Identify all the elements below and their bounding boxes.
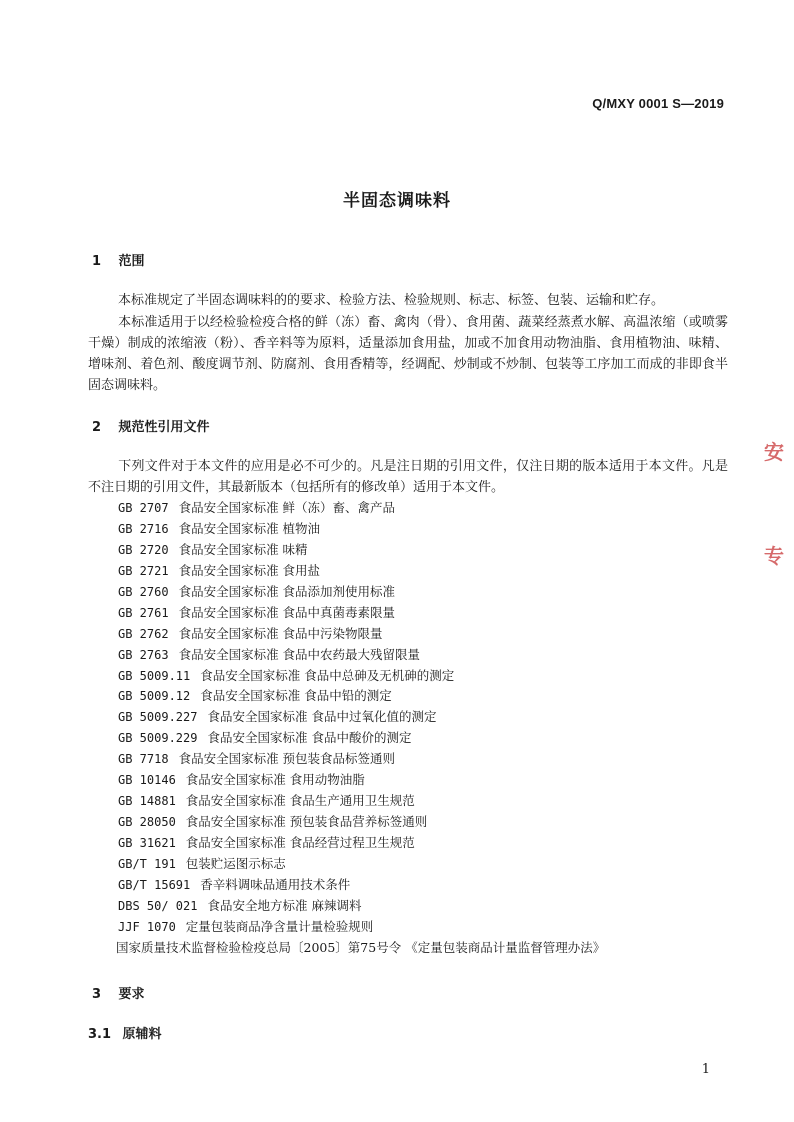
reference-name: 食品安全国家标准 食用盐 (178, 562, 321, 578)
reference-code: GB 28050 (118, 815, 176, 830)
reference-item (118, 666, 718, 687)
reference-name: 食品安全国家标准 食品经营过程卫生规范 (185, 835, 415, 850)
section-number: 3 (92, 987, 102, 1002)
reference-item (118, 582, 718, 603)
reference-code: GB 2721 (118, 563, 169, 578)
reference-name: 食品安全国家标准 食品添加剂使用标准 (178, 583, 396, 599)
reference-item (118, 875, 718, 896)
reference-name: 食品安全国家标准 食品中农药最大残留限量 (178, 646, 421, 662)
reference-code: GB 5009.227 (118, 710, 198, 725)
reference-code: GB 5009.11 (118, 668, 191, 683)
document-code: Q/MXY 0001 S—2019 (592, 96, 724, 111)
reference-code: DBS 50/ 021 (118, 898, 198, 913)
reference-name: 香辛料调味品通用技术条件 (200, 876, 351, 892)
reference-item (118, 812, 718, 833)
reference-code: GB 2760 (118, 584, 169, 599)
section-number: 2 (92, 420, 102, 435)
section-2-heading (92, 416, 210, 435)
reference-item (118, 645, 718, 666)
reference-code: GB 31621 (118, 836, 176, 850)
reference-code: GB 2716 (118, 521, 169, 536)
section-title: 规范性引用文件 (118, 420, 210, 435)
reference-item (118, 624, 718, 645)
page-number: 1 (701, 1062, 710, 1077)
reference-code: GB/T 191 (118, 856, 176, 871)
reference-item (118, 707, 718, 728)
section-title: 范围 (118, 254, 145, 269)
reference-name: 包装贮运图示标志 (185, 855, 286, 871)
reference-item (118, 854, 718, 875)
reference-name: 食品安全国家标准 食品中污染物限量 (178, 625, 383, 641)
reference-item (118, 561, 718, 582)
reference-name: 食品安全国家标准 食品中过氧化值的测定 (207, 709, 437, 725)
reference-name: 食品安全国家标准 食品生产通用卫生规范 (185, 793, 415, 809)
reference-name: 食品安全国家标准 食品中酸价的测定 (207, 730, 412, 746)
reference-code: GB 5009.229 (118, 731, 198, 746)
section-title: 要求 (118, 987, 145, 1002)
seal-char: 安 (764, 440, 784, 464)
reference-item (118, 728, 718, 749)
reference-name: 食品安全国家标准 食品中真菌毒素限量 (178, 604, 396, 620)
reference-list (118, 498, 718, 959)
reference-name: 食品安全国家标准 预包装食品标签通则 (178, 751, 396, 767)
reference-item (118, 498, 718, 519)
reference-code: GB/T 15691 (118, 877, 191, 892)
section-1-heading (92, 250, 145, 269)
reference-code: GB 7718 (118, 752, 169, 767)
reference-name: 食品安全国家标准 预包装食品营养标签通则 (185, 814, 428, 830)
reference-item (118, 519, 718, 540)
reference-item (118, 833, 718, 854)
reference-item (118, 770, 718, 791)
reference-code: GB 5009.12 (118, 689, 191, 704)
references-intro-text: 下列文件对于本文件的应用是必不可少的。凡是注日期的引用文件，仅注日期的版本适用于本文件。凡是不注日期的引用文件，其最新版本（包括所有的修改单）适用于本文件。 (88, 459, 728, 495)
scope-paragraph-2-text: 本标准适用于以经检验检疫合格的鲜（冻）畜、禽肉（骨）、食用菌、蔬菜经蒸煮水解、高温浓缩（或喷雾干燥）制成的浓缩液（粉）、香辛料等为原料，适量添加食用盐，加或不加食用动物油脂、食用植物油、味精、增味剂、着色剂、酸度调节剂、防腐剂、食用香精等，经调配、炒制或不炒制、包装等工序加工而成的非即食半固态调味料。 (88, 315, 728, 393)
reference-item (118, 917, 718, 938)
reference-code: GB 2761 (118, 605, 169, 620)
reference-item (118, 540, 718, 561)
reference-code: GB 2720 (118, 542, 169, 557)
reference-code: GB 10146 (118, 773, 176, 788)
reference-name: 食品安全国家标准 食品中总砷及无机砷的测定 (200, 667, 455, 683)
reference-item (118, 686, 718, 707)
seal-stamp-fragment (764, 436, 794, 465)
reference-code: GB 2707 (118, 501, 169, 515)
reference-code: GB 2762 (118, 626, 169, 641)
reference-name: 定量包装商品净含量计量检验规则 (185, 918, 374, 934)
reference-name: 食品安全国家标准 味精 (178, 541, 308, 557)
reference-item (116, 938, 718, 959)
seal-char: 专 (764, 544, 784, 568)
reference-code: GB 14881 (118, 794, 176, 809)
document-title: 半固态调味料 (343, 191, 451, 211)
seal-stamp-fragment (764, 540, 794, 569)
reference-name: 食品安全国家标准 植物油 (178, 520, 321, 536)
reference-item (118, 896, 718, 917)
scope-paragraph-2 (88, 312, 728, 396)
reference-item (118, 603, 718, 624)
reference-item (118, 791, 718, 812)
scope-paragraph-1: 本标准规定了半固态调味料的的要求、检验方法、检验规则、标志、标签、包装、运输和贮存。 (118, 293, 665, 308)
reference-name: 食品安全地方标准 麻辣调料 (207, 897, 362, 913)
reference-code: GB 2763 (118, 647, 169, 662)
section-3-1-heading (88, 1023, 162, 1042)
section-3-heading (92, 983, 145, 1002)
reference-code: JJF 1070 (118, 919, 176, 934)
reference-name: 食品安全国家标准 鲜（冻）畜、禽产品 (178, 500, 396, 515)
reference-item (118, 749, 718, 770)
section-title: 原辅料 (122, 1027, 162, 1042)
reference-name: 食品安全国家标准 食用动物油脂 (185, 772, 365, 788)
section-number: 3.1 (88, 1027, 112, 1042)
reference-name: 国家质量技术监督检验检疫总局〔2005〕第75号令 《定量包装商品计量监督管理办法》 (116, 939, 606, 955)
reference-name: 食品安全国家标准 食品中铅的测定 (200, 688, 392, 704)
references-intro (88, 456, 728, 498)
section-number: 1 (92, 254, 102, 269)
